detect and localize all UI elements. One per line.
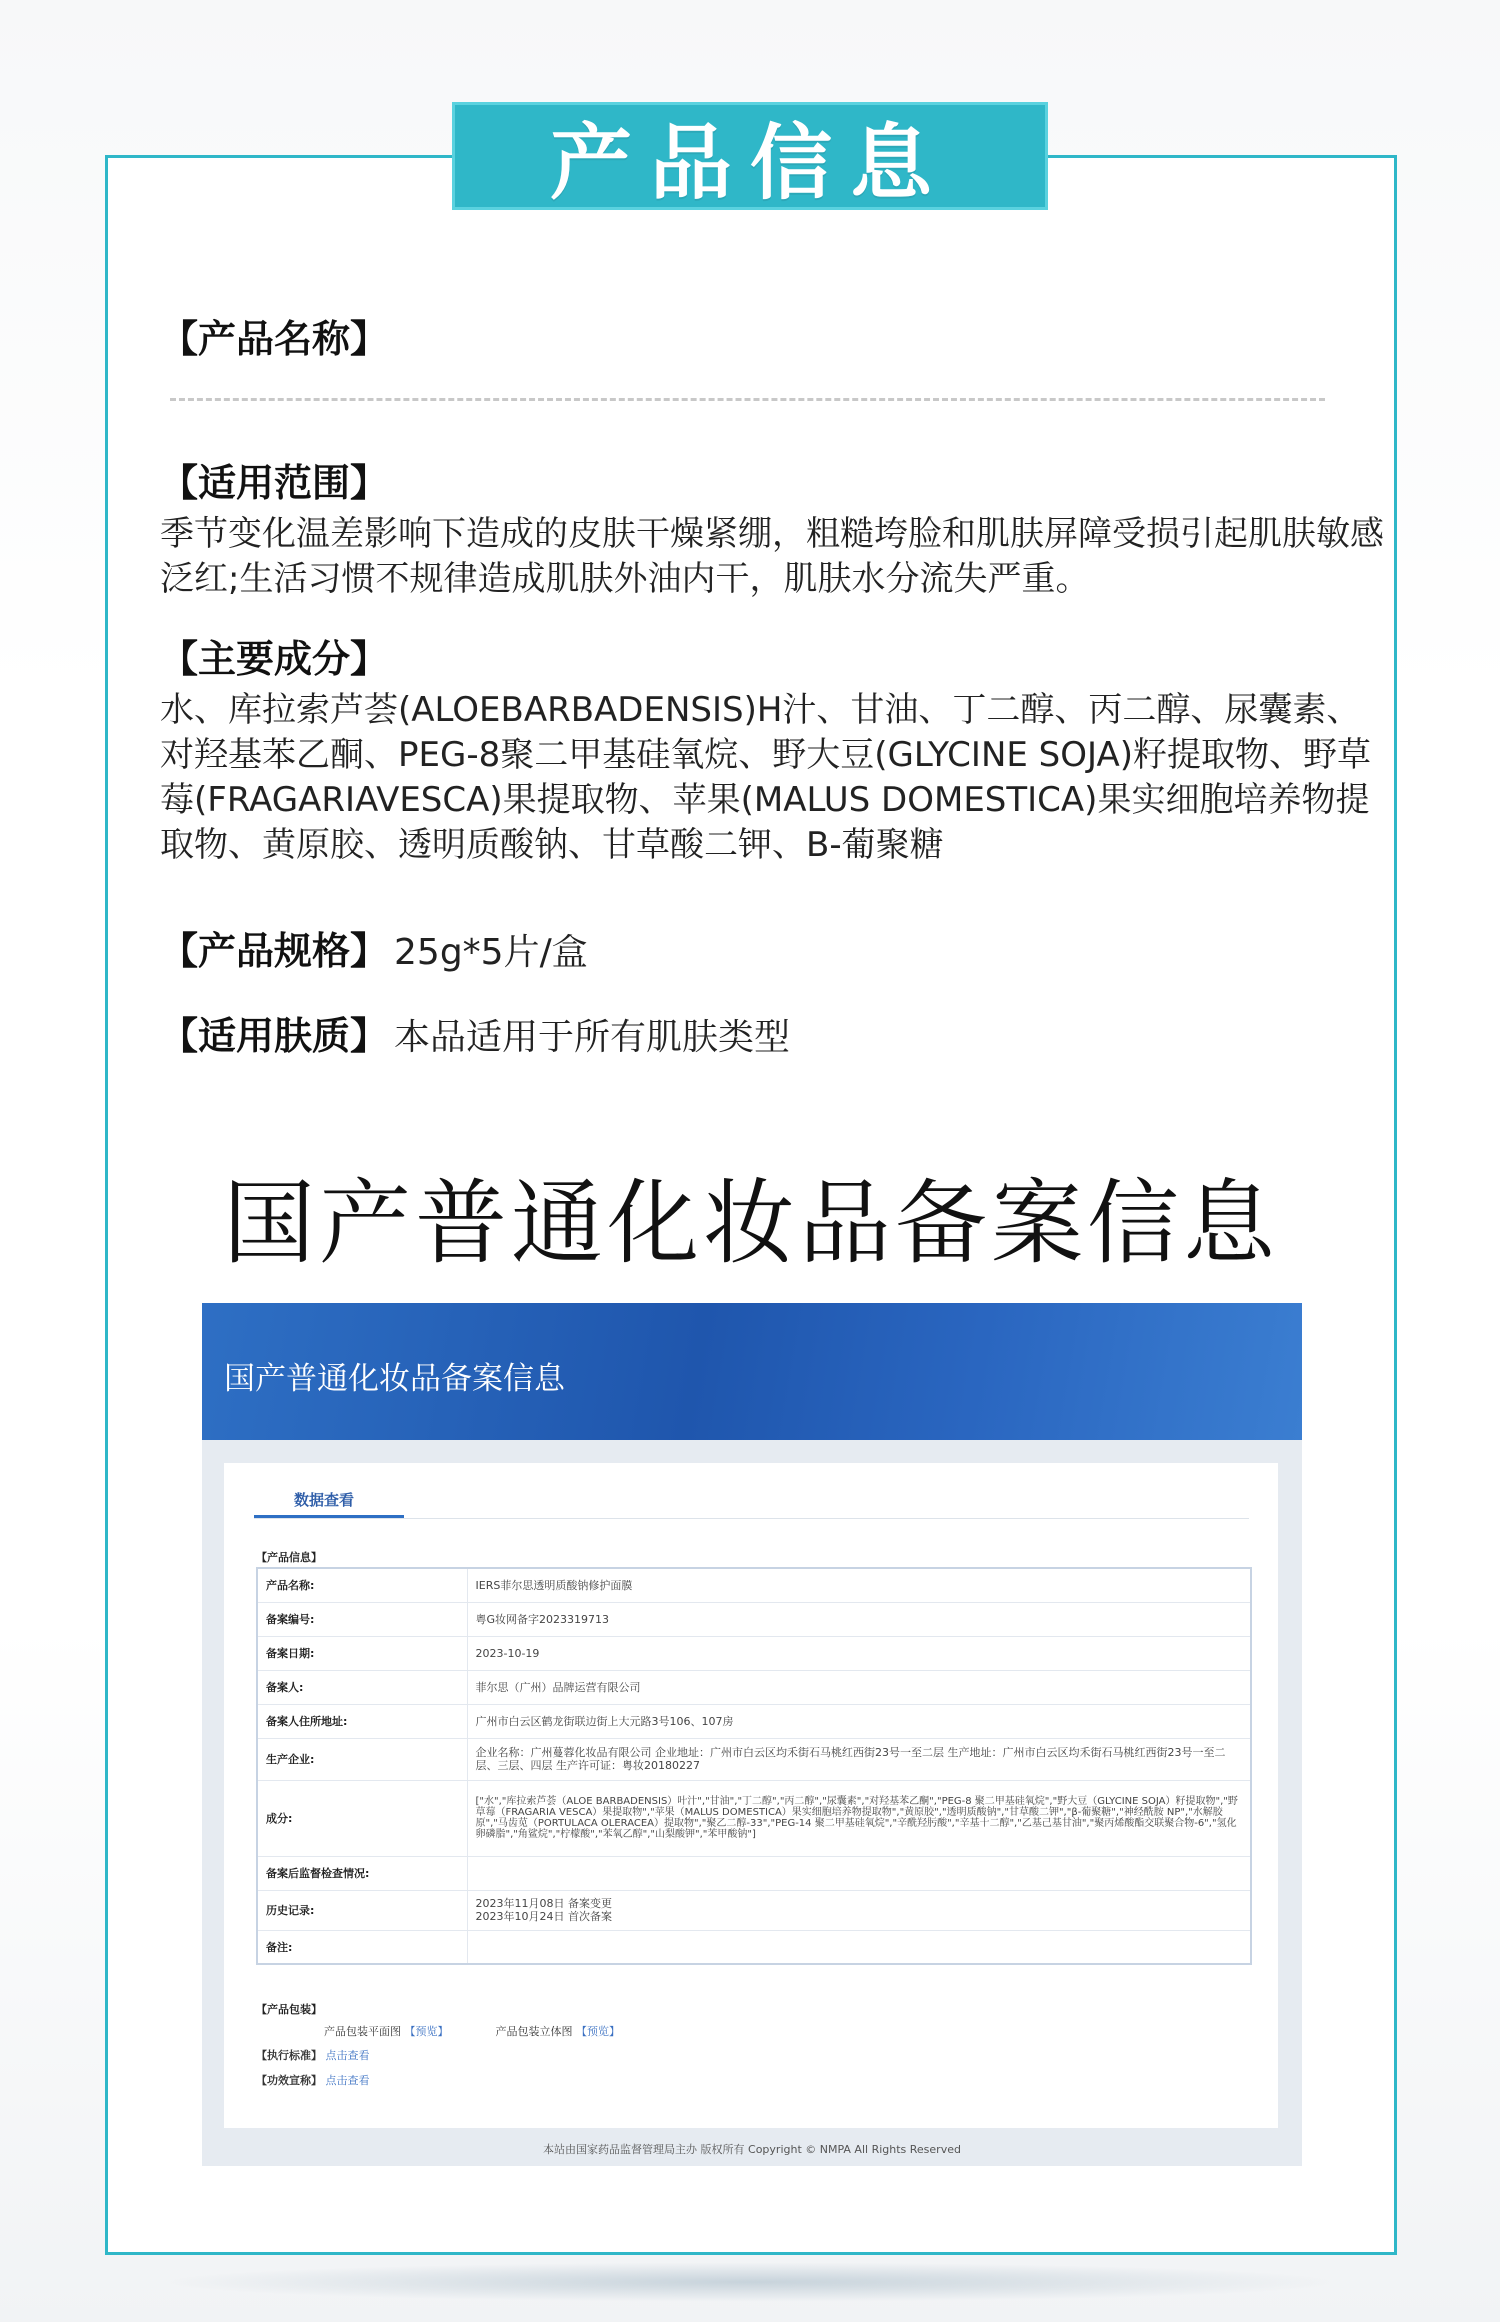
ingredients-heading: 【主要成分】 (160, 637, 389, 681)
page-title-box (452, 102, 1048, 210)
row-key: 备案人住所地址: (257, 1704, 467, 1738)
row-value: 粤G妆网备字2023319713 (467, 1602, 1251, 1636)
nmpa-footer: 本站由国家药品监督管理局主办 版权所有 Copyright © NMPA All Rights Reserved (543, 2143, 961, 2156)
pkg-flat-label: 产品包装平面图 (324, 2025, 401, 2038)
row-key: 备案日期: (257, 1636, 467, 1670)
page-title: 产品信息 (549, 115, 950, 211)
row-key: 生产企业: (257, 1738, 467, 1780)
dashed-divider (170, 398, 1325, 401)
packaging-links (324, 2023, 620, 2039)
efficacy-label: 【功效宣称】 (256, 2074, 322, 2087)
filing-screenshot (202, 1303, 1302, 2166)
skin-type-heading: 【适用肤质】 (160, 1014, 389, 1058)
row-key: 备注: (257, 1930, 467, 1964)
skin-type-row (160, 1005, 1390, 1060)
pkg-3d-label: 产品包装立体图 (495, 2025, 573, 2038)
row-value: 企业名称：广州蔓蓉化妆品有限公司 企业地址：广州市白云区均禾街石马桃红西街23号一至二层 生产地址：广州市白云区均禾街石马桃红西街23号一至二层、三层、四层 生产许可证：粤妆20180227 (467, 1738, 1251, 1780)
standard-view-link[interactable]: 点击查看 (325, 2049, 370, 2062)
row-value (467, 1856, 1251, 1890)
efficacy-row (256, 2072, 370, 2088)
row-value: 菲尔思（广州）品牌运营有限公司 (467, 1670, 1251, 1704)
row-value: IERS菲尔思透明质酸钠修护面膜 (467, 1568, 1251, 1602)
row-key: 历史记录: (257, 1890, 467, 1930)
table-row (257, 1738, 1251, 1780)
scope-text: 季节变化温差影响下造成的皮肤干燥紧绷，粗糙垮脸和肌肤屏障受损引起肌肤敏感泛红;生活习惯不规律造成肌肤外油内干，肌肤水分流失严重。 (160, 514, 1384, 599)
filing-card (224, 1463, 1278, 2128)
pkg-3d-preview-link[interactable]: 【预览】 (576, 2025, 620, 2038)
row-value (467, 1930, 1251, 1964)
spec-heading: 【产品规格】 (160, 929, 389, 973)
row-key: 成分: (257, 1780, 467, 1856)
filing-title: 国产普通化妆品备案信息 (222, 1170, 1279, 1277)
filing-banner (202, 1303, 1302, 1440)
standard-label: 【执行标准】 (256, 2049, 322, 2062)
table-row (257, 1568, 1251, 1602)
row-value: 广州市白云区鹤龙街联边街上大元路3号106、107房 (467, 1704, 1251, 1738)
filing-info-table (256, 1567, 1252, 1965)
table-row (257, 1636, 1251, 1670)
table-row (257, 1890, 1251, 1930)
row-key: 备案后监督检查情况: (257, 1856, 467, 1890)
frame-shadow (160, 2262, 1340, 2302)
scope-heading: 【适用范围】 (160, 461, 389, 505)
spec-value: 25g*5片/盒 (394, 932, 588, 973)
table-row (257, 1780, 1251, 1856)
row-value: 2023-10-19 (467, 1636, 1251, 1670)
table-row (257, 1930, 1251, 1964)
product-name-heading: 【产品名称】 (160, 317, 389, 361)
packaging-subheading: 【产品包装】 (256, 2003, 322, 2016)
ingredients-text: 水、库拉索芦荟(ALOEBARBADENSIS)H汁、甘油、丁二醇、丙二醇、尿囊素、对羟基苯乙酮、PEG-8聚二甲基硅氧烷、野大豆(GLYCINE SOJA)籽提取物、野草莓(FRAGARIAVESCA)果提取物、苹果(MALUS DOMESTICA)果实细胞培养物提取物、黄原胶、透明质酸钠、甘草酸二钾、B-葡聚糖 (160, 690, 1371, 865)
row-key: 备案人: (257, 1670, 467, 1704)
table-row (257, 1670, 1251, 1704)
table-row (257, 1856, 1251, 1890)
tab-rule (254, 1518, 1249, 1519)
row-key: 备案编号: (257, 1602, 467, 1636)
filing-banner-title: 国产普通化妆品备案信息 (224, 1361, 565, 1397)
product-info-subheading: 【产品信息】 (256, 1551, 322, 1564)
row-value: 2023年11月08日 备案变更 2023年10月24日 首次备案 (467, 1890, 1251, 1930)
spec-row (160, 920, 1390, 975)
standard-row (256, 2047, 370, 2063)
table-row (257, 1704, 1251, 1738)
pkg-flat-preview-link[interactable]: 【预览】 (404, 2025, 449, 2038)
efficacy-view-link[interactable]: 点击查看 (325, 2074, 370, 2087)
row-value: ["水","库拉索芦荟（ALOE BARBADENSIS）叶汁","甘油","丁二醇","丙二醇","尿囊素","对羟基苯乙酮","PEG-8 聚二甲基硅氧烷","野大豆（GLYCINE SOJA）籽提取物","野草莓（FRAGARIA VESCA）果提取物","苹果（MALUS DOMESTICA）果实细胞培养物提取物","黄原胶","透明质酸钠","甘草酸二钾","β-葡聚糖","神经酰胺 NP","水解胶原","马齿苋（PORTULACA OLERACEA）提取物","聚乙二醇-33","PEG-14 聚二甲基硅氧烷","辛酰羟肟酸","辛基十二醇","乙基己基甘油","聚丙烯酸酯交联聚合物-6","氢化卵磷脂","角鲨烷","柠檬酸","苯氧乙醇","山梨酸钾","苯甲酸钠"] (467, 1780, 1251, 1856)
skin-type-value: 本品适用于所有肌肤类型 (394, 1017, 791, 1058)
table-row (257, 1602, 1251, 1636)
row-key: 产品名称: (257, 1568, 467, 1602)
tab-data-view[interactable]: 数据查看 (294, 1491, 355, 1509)
